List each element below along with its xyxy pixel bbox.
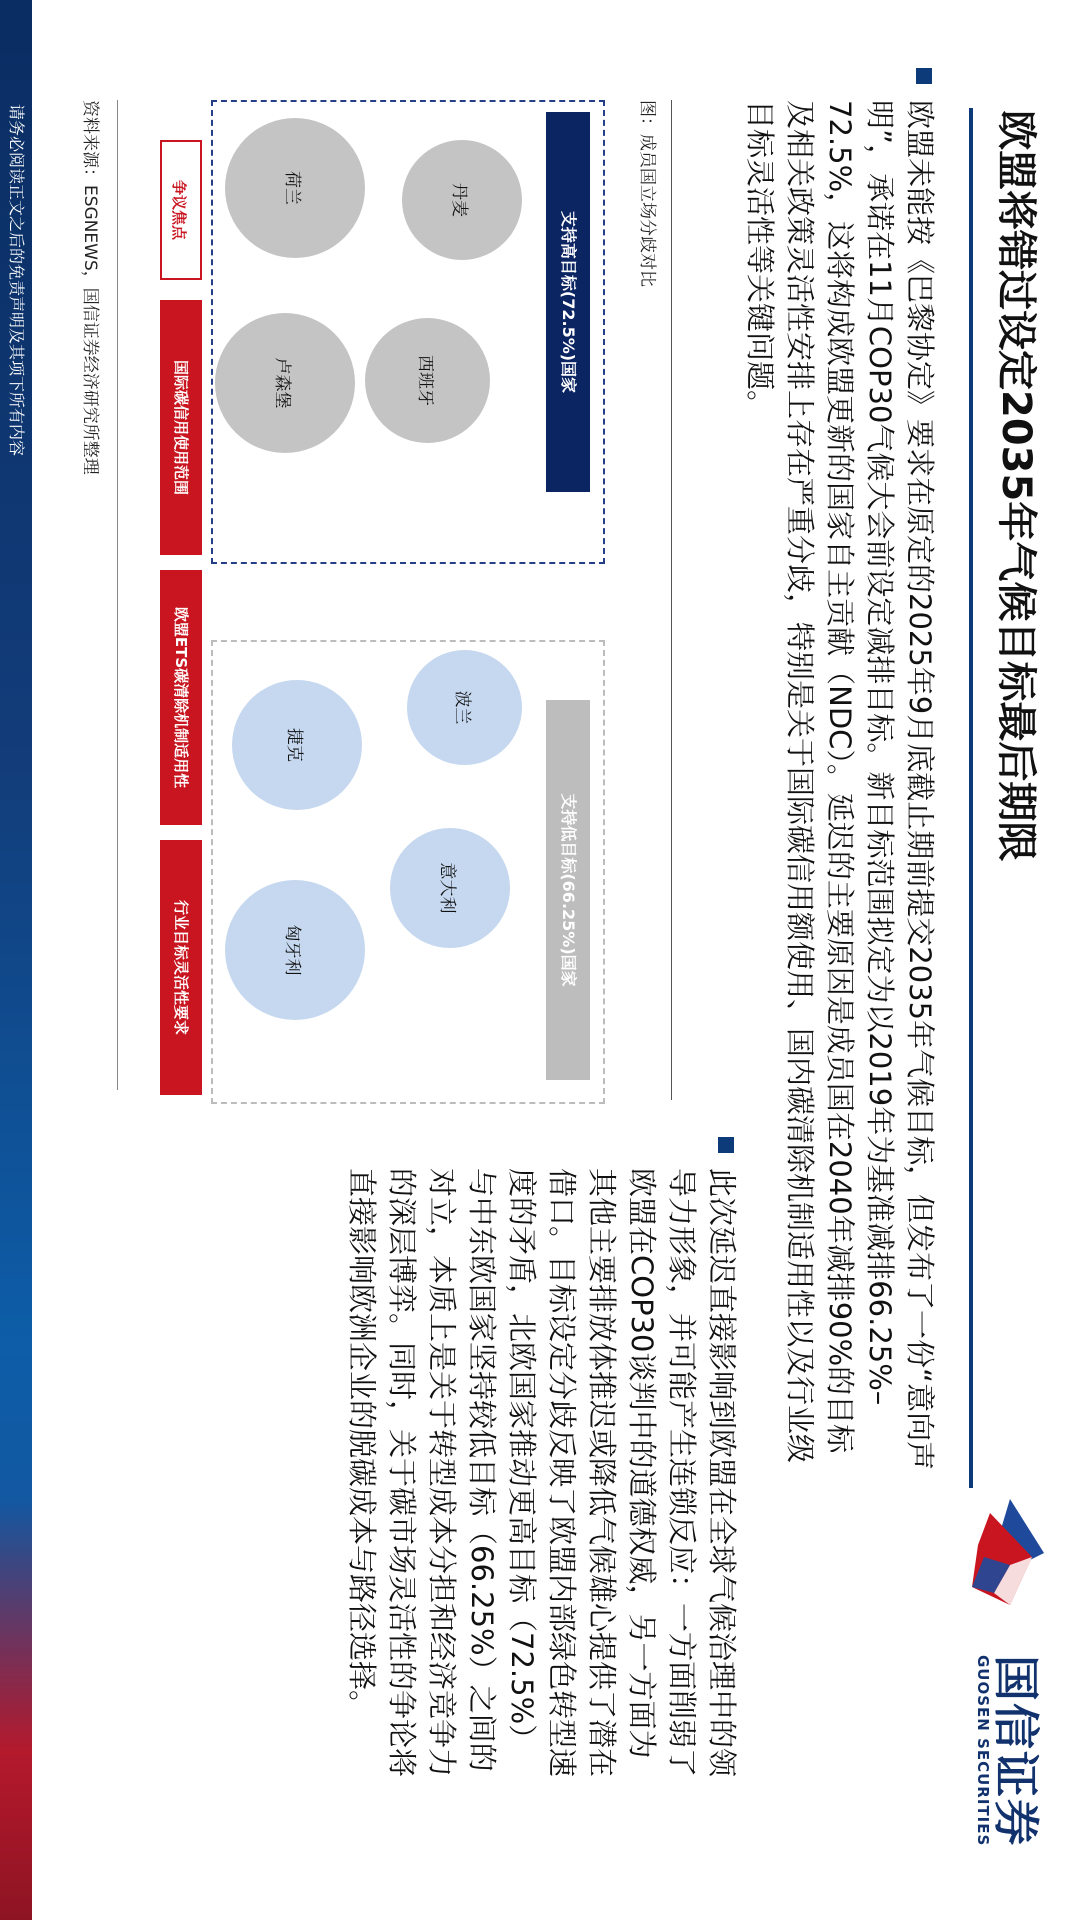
paragraph-background: 欧盟未能按《巴黎协定》要求在原定的2025年9月底截止期前提交2035年气候目标，但发布了一份“意向声明”，承诺在11月COP30气候大会前设定减排目标。新目标范围拟定为以2019年为基准减排66.25%–72.5%，这将构成欧盟更新的国家自主贡献（NDC）。延迟的主要原因是成员国在2040年减排90%的目标及相关政策灵活性安排上存在严重分歧，特别是关于国际碳信用额使用、国内碳清除机制适用性以及行业级目标灵活性等关键问题。 bbox=[743, 100, 937, 1471]
caption-divider bbox=[671, 100, 672, 1100]
country-spain: 西班牙 bbox=[365, 318, 490, 443]
country-italy: 意大利 bbox=[390, 828, 510, 948]
issue-tag: 国际碳信用使用范围 bbox=[160, 300, 202, 555]
footer-disclaimer: 请务必阅读正文之后的免责声明及其项下所有内容 bbox=[7, 103, 26, 456]
bullet-square-icon bbox=[916, 68, 932, 84]
figure-caption: 图：成员国立场分歧对比 bbox=[637, 100, 657, 287]
high-target-label: 支持高目标(72.5%)国家 bbox=[546, 112, 590, 492]
page-title: 欧盟将错过设定2035年气候目标最后期限 bbox=[993, 110, 1039, 862]
country-denmark: 丹麦 bbox=[402, 140, 522, 260]
logo-text-en: GUOSEN SECURITIES bbox=[974, 1655, 992, 1847]
issue-tag: 行业目标灵活性要求 bbox=[160, 840, 202, 1095]
focus-tag: 争议焦点 bbox=[160, 140, 202, 280]
guosen-logo bbox=[955, 1495, 1080, 1920]
country-hungary: 匈牙利 bbox=[225, 880, 365, 1020]
bullet-square-icon bbox=[718, 1137, 734, 1153]
source-divider bbox=[117, 100, 118, 1090]
country-poland: 波兰 bbox=[407, 650, 522, 765]
issue-tag: 欧盟ETS碳清除机制适用性 bbox=[160, 570, 202, 825]
paragraph-impact: 此次延迟直接影响到欧盟在全球气候治理中的领导力形象，并可能产生连锁反应：一方面削弱了欧盟在COP30谈判中的道德权威，另一方面为其他主要排放体推迟或降低气候雄心提供了潜在借口。目标设定分歧反映了欧盟内部绿色转型速度的矛盾，北欧国家推动更高目标（72.5%）与中东欧国家坚持较低目标（66.25%）之间的对立，本质上是关于转型成本分担和经济竞争力的深层博弈。同时，关于碳市场灵活性的争论将直接影响欧洲企业的脱碳成本与路径选择。 bbox=[345, 1168, 739, 1778]
title-divider bbox=[969, 108, 973, 1488]
country-netherlands: 荷兰 bbox=[225, 118, 365, 258]
source-note: 资料来源：ESGNEWS，国信证券经济研究所整理 bbox=[80, 100, 100, 475]
guosen-logo-icon bbox=[970, 1495, 1050, 1615]
country-czech: 捷克 bbox=[232, 680, 362, 810]
logo-text-cn: 国信证券 bbox=[989, 1655, 1043, 1847]
low-target-label: 支持低目标(66.25%)国家 bbox=[546, 700, 590, 1080]
country-luxembourg: 卢森堡 bbox=[215, 313, 355, 453]
